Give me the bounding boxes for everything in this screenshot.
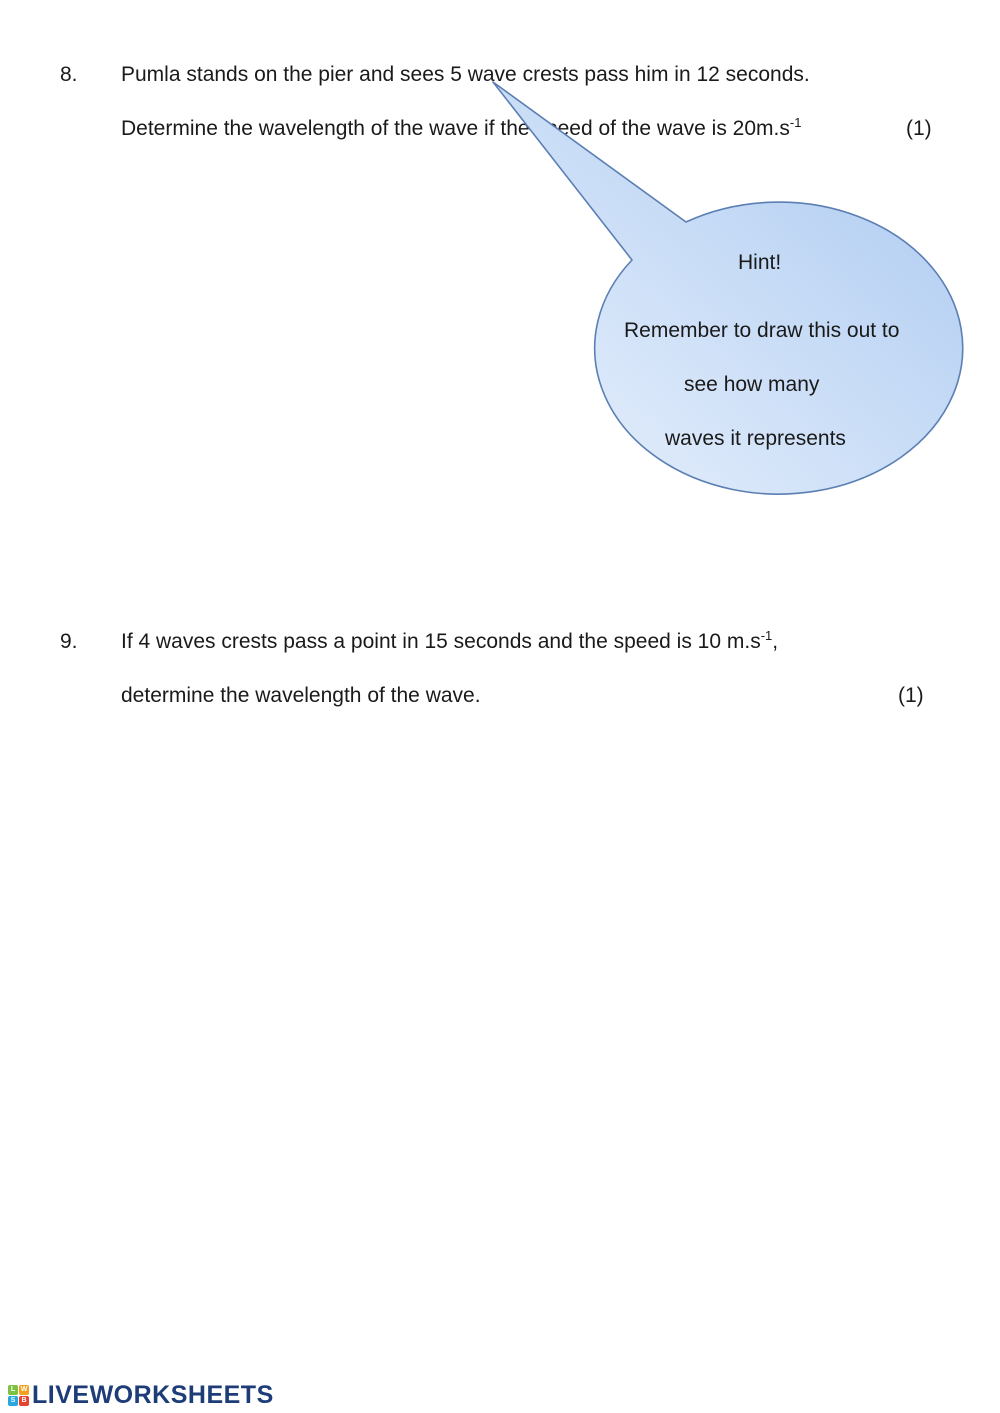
logo-tile-1: L	[8, 1385, 18, 1395]
question-9-line1-main: If 4 waves crests pass a point in 15 seconds and the speed is 10 m.s	[121, 630, 761, 653]
hint-line-1: Remember to draw this out to	[624, 319, 900, 342]
logo-tile-3: S	[8, 1396, 18, 1406]
question-8-line2-main: Determine the wavelength of the wave if the speed of the wave is 20m.s	[121, 117, 790, 140]
hint-title: Hint!	[738, 251, 782, 274]
question-8-number: 8.	[60, 63, 78, 86]
question-8-text-line1: Pumla stands on the pier and sees 5 wave crests pass him in 12 seconds.	[121, 63, 810, 86]
logo-tile-4: B	[19, 1396, 29, 1406]
question-9-unit-exponent: -1	[760, 628, 773, 643]
brand-name: LIVEWORKSHEETS	[32, 1381, 274, 1409]
liveworksheets-logo-icon	[8, 1385, 29, 1406]
question-9-text-line1	[121, 628, 779, 653]
logo-tile-2: W	[20, 1386, 28, 1393]
hint-line-3: waves it represents	[665, 427, 846, 450]
hint-line-2: see how many	[684, 373, 820, 396]
question-9-line1-comma: ,	[772, 630, 779, 653]
question-9-number: 9.	[60, 630, 78, 653]
question-8-unit-exponent: -1	[789, 115, 802, 130]
question-9-marks: (1)	[898, 684, 924, 707]
question-8-marks: (1)	[906, 117, 932, 140]
liveworksheets-brand	[8, 1381, 274, 1410]
question-9-text-line2: determine the wavelength of the wave.	[121, 684, 481, 707]
